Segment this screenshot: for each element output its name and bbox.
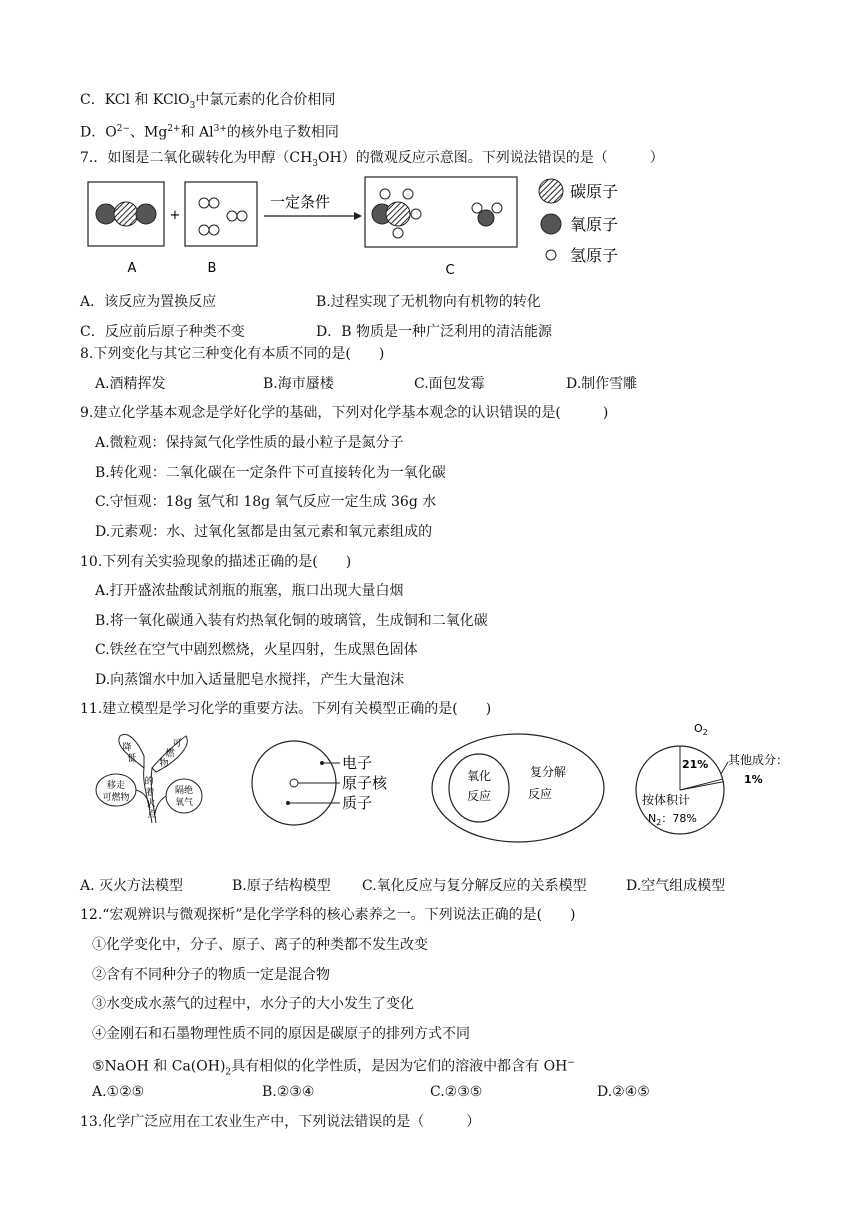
label-a: A: [127, 261, 137, 276]
air-pie-chart: [632, 712, 792, 854]
q12-item-1: ①化学变化中，分子、原子、离子的种类都不发生改变: [92, 937, 428, 953]
q11-option-b: B.原子结构模型: [232, 878, 331, 894]
other-label: 其他成分：: [728, 753, 789, 767]
atom-structure-figure: [250, 735, 400, 845]
q10-option-c: C.铁丝在空气中剧烈燃烧，火星四射，生成黑色固体: [95, 642, 418, 658]
stem-text: 火: [146, 799, 156, 809]
leaf4-text: 氧气: [174, 798, 194, 808]
q9-stem: 9.建立化学基本观念是学好化学的基础，下列对化学基本观念的认识错误的是( ): [80, 405, 609, 421]
q12-option-a: A.①②⑤: [92, 1084, 145, 1100]
q7-option-c: C．反应前后原子种类不变: [80, 324, 245, 340]
reaction-relation-figure: [430, 728, 610, 846]
carbon-atom-icon: [386, 202, 410, 226]
q13-stem: 13.化学广泛应用在工农业生产中，下列说法错误的是（ ）: [80, 1114, 481, 1130]
q9-option-a: A.微粒观：保持氮气化学性质的最小粒子是氮分子: [95, 435, 404, 451]
q7-option-b: B.过程实现了无机物向有机物的转化: [316, 294, 541, 310]
electron-label: 电子: [342, 754, 373, 772]
label-c: C: [445, 263, 455, 278]
q7-reaction-figure: [80, 172, 640, 282]
stem-text: 着: [145, 788, 155, 798]
q9-option-d: D.元素观：水、过氧化氢都是由氢元素和氧元素组成的: [95, 524, 433, 540]
q10-option-d: D.向蒸馏水中加入适量肥皂水搅拌，产生大量泡沫: [95, 672, 405, 688]
other-pointer: [721, 762, 728, 774]
oxidation-label: 氧化: [466, 769, 492, 783]
q6-option-c: C．KCl 和 KClO$_3$中氯元素的化合价相同: [80, 92, 336, 111]
leaf3-text: 可燃物: [102, 793, 130, 803]
nucleus-label: 原子核: [342, 774, 388, 792]
leaf3-text: 移走: [106, 781, 126, 791]
oxygen-atom-icon: [136, 204, 156, 224]
leaf1-text: 低: [127, 754, 137, 764]
legend-oxygen-icon: [541, 214, 561, 234]
q12-item-4: ④金刚石和石墨物理性质不同的原因是碳原子的排列方式不同: [92, 1026, 470, 1042]
q12-option-d: D.②④⑤: [597, 1084, 650, 1100]
o2-label: $O_2$: [694, 722, 708, 737]
q8-option-a: A.酒精挥发: [95, 376, 166, 392]
leaf2-text: 可: [172, 739, 182, 749]
legend-carbon-label: 碳原子: [570, 182, 619, 201]
q8-stem: 8.下列变化与其它三种变化有本质不同的是( ): [80, 346, 385, 362]
condition-label: 一定条件: [269, 193, 331, 211]
q6-option-d: D．$O^{2-}$、$Mg^{2+}$和 $Al^{3+}$的核外电子数相同: [80, 124, 339, 141]
q11-option-c: C.氧化反应与复分解反应的关系模型: [362, 878, 587, 894]
legend-hydrogen-icon: [546, 250, 556, 260]
other-percent: 1%: [744, 773, 763, 786]
leaf2-text: 燃: [165, 749, 175, 759]
by-volume-label: 按体积计: [642, 793, 691, 807]
n2-label: $N_2$：78%: [648, 812, 697, 827]
o2-percent: 21%: [682, 758, 709, 771]
hydrogen-atom-icon: [209, 198, 219, 208]
plus-sign: +: [169, 208, 181, 223]
decomposition-label: 反应: [527, 787, 553, 801]
q11-option-d: D.空气组成模型: [626, 878, 726, 894]
oxidation-label: 反应: [466, 789, 492, 803]
hydrogen-atom-icon: [492, 203, 502, 213]
q7-option-a: A．该反应为置换反应: [80, 294, 217, 310]
hydrogen-atom-icon: [472, 203, 482, 213]
q11-stem: 11.建立模型是学习化学的重要方法。下列有关模型正确的是( ): [80, 701, 492, 717]
hydrogen-atom-icon: [393, 228, 403, 238]
q9-option-b: B.转化观：二氧化碳在一定条件下可直接转化为一氧化碳: [95, 465, 446, 481]
q9-option-c: C.守恒观：18g 氢气和 18g 氧气反应一定生成 36g 水: [95, 494, 437, 510]
q7-option-d: D．B 物质是一种广泛利用的清洁能源: [316, 324, 552, 340]
oxidation-ellipse: [449, 754, 509, 822]
q8-option-d: D.制作雪雕: [566, 376, 638, 392]
hydrogen-atom-icon: [199, 198, 209, 208]
q11-option-a: A. 灭火方法模型: [80, 878, 184, 894]
q10-option-b: B.将一氧化碳通入装有灼热氧化铜的玻璃管，生成铜和二氧化碳: [95, 613, 488, 629]
q10-option-a: A.打开盛浓盐酸试剂瓶的瓶塞，瓶口出现大量白烟: [95, 583, 404, 599]
q12-item-2: ②含有不同种分子的物质一定是混合物: [92, 967, 330, 983]
hydrogen-atom-icon: [411, 209, 421, 219]
oxygen-atom-icon: [96, 204, 116, 224]
q8-option-b: B.海市蜃楼: [263, 376, 334, 392]
leaf-connector: [155, 796, 166, 814]
arrow-head-icon: [354, 212, 362, 220]
q12-item-3: ③水变成水蒸气的过程中，水分子的大小发生了变化: [92, 996, 414, 1012]
leaf1-text: 降: [122, 743, 132, 753]
hydrogen-atom-icon: [403, 189, 413, 199]
proton-label: 质子: [342, 794, 373, 812]
hydrogen-atom-icon: [209, 225, 219, 235]
nucleus-circle: [290, 779, 298, 787]
hydrogen-atom-icon: [199, 225, 209, 235]
stem-text: 点: [147, 810, 157, 820]
hydrogen-atom-icon: [227, 211, 237, 221]
legend-oxygen-label: 氧原子: [570, 215, 619, 234]
q12-option-b: B.②③④: [262, 1084, 315, 1100]
q12-stem: 12.“宏观辨识与微观探析”是化学学科的核心素养之一。下列说法正确的是( ): [80, 907, 576, 923]
fire-extinguish-model-figure: [92, 728, 212, 850]
legend-carbon-icon: [539, 179, 563, 203]
oxygen-atom-icon: [478, 210, 494, 226]
legend-hydrogen-label: 氢原子: [570, 246, 619, 265]
q10-stem: 10.下列有关实验现象的描述正确的是( ): [80, 554, 352, 570]
hydrogen-atom-icon: [237, 211, 247, 221]
q8-option-c: C.面包发霉: [414, 376, 485, 392]
q12-option-c: C.②③⑤: [430, 1084, 483, 1100]
air-composition-figure: [632, 712, 792, 854]
stem-text: 的: [144, 777, 154, 787]
leaf2-text: 物: [159, 759, 169, 769]
outer-ellipse: [432, 734, 604, 842]
hydrogen-atom-icon: [380, 189, 390, 199]
decomposition-label: 复分解: [529, 765, 567, 779]
carbon-atom-icon: [114, 202, 138, 226]
label-b: B: [207, 261, 217, 276]
q12-item-5: ⑤NaOH 和 $Ca(OH)_2$具有相似的化学性质，是因为它们的溶液中都含有 OH−: [92, 1058, 575, 1078]
leaf4-text: 隔绝: [174, 786, 194, 796]
q7-stem: 7.．如图是二氧化碳转化为甲醇$(CH_3OH)$的微观反应示意图。下列说法错误的是（ ）: [80, 150, 664, 169]
